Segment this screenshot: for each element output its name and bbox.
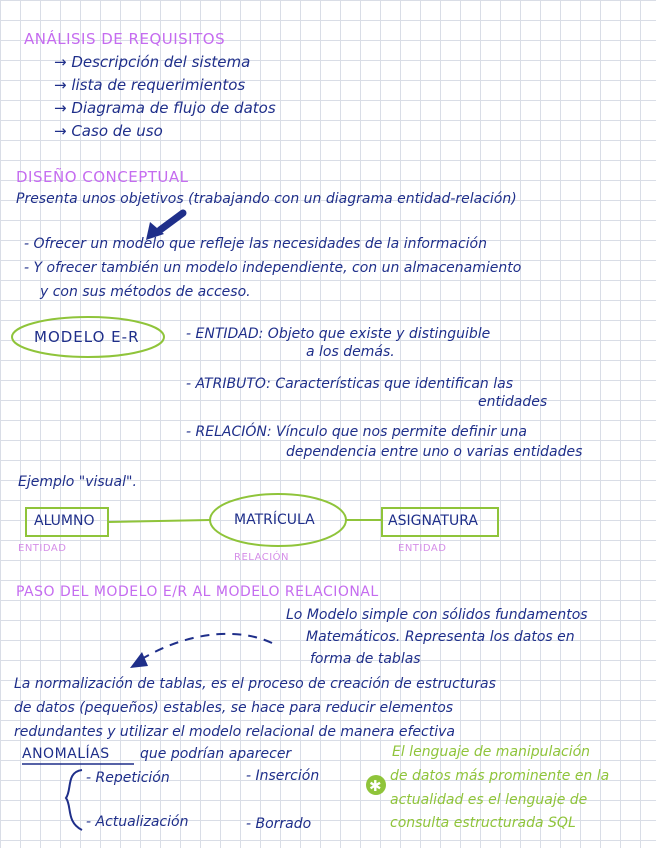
sql-note: de datos más prominente en la [390, 768, 610, 784]
matricula-label: MATRÍCULA [234, 512, 315, 528]
anomalia-insercion: - Inserción [246, 768, 320, 784]
anomalia-borrado: - Borrado [246, 816, 312, 832]
paso-note: Matemáticos. Representa los datos en [306, 629, 575, 645]
diseno-title: DISEÑO CONCEPTUAL [16, 168, 189, 186]
anomalias-rest: que podrían aparecer [140, 746, 292, 762]
anomalia-actualizacion: - Actualización [86, 814, 189, 830]
paso-note: forma de tablas [310, 651, 421, 667]
analisis-item: → Diagrama de flujo de datos [54, 99, 276, 117]
atributo-def-cont: entidades [478, 394, 548, 410]
star-glyph: ✱ [369, 777, 382, 795]
analisis-title: ANÁLISIS DE REQUISITOS [24, 30, 226, 48]
modelo-er-label: MODELO E-R [34, 328, 140, 346]
normalizacion-text: redundantes y utilizar el modelo relacional de manera efectiva [14, 724, 455, 740]
analisis-item: → lista de requerimientos [54, 76, 246, 94]
normalizacion-text: La normalización de tablas, es el proceso de creación de estructuras [14, 676, 496, 692]
entidad-caption: ENTIDAD [18, 543, 67, 554]
analisis-item: → Caso de uso [54, 122, 163, 140]
relacion-def-cont: dependencia entre uno o varias entidades [286, 444, 583, 460]
relacion-caption: RELACIÓN [234, 552, 290, 563]
entidad-def: - ENTIDAD: Objeto que existe y distinguible [186, 326, 491, 342]
paso-note: Lo Modelo simple con sólidos fundamentos [286, 607, 588, 623]
dashed-arrow [140, 634, 272, 660]
diseno-bullet: - Ofrecer un modelo que refleje las necesidades de la información [24, 236, 487, 252]
sql-note: El lenguaje de manipulación [392, 744, 591, 760]
relacion-def: - RELACIÓN: Vínculo que nos permite definir una [186, 424, 528, 440]
dashed-arrow-head [130, 652, 148, 668]
diseno-bullet: - Y ofrecer también un modelo independiente, con un almacenamiento [24, 260, 522, 276]
analisis-item: → Descripción del sistema [54, 53, 251, 71]
anomalia-repeticion: - Repetición [86, 770, 170, 786]
alumno-label: ALUMNO [34, 513, 95, 529]
atributo-def: - ATRIBUTO: Características que identifican las [186, 376, 514, 392]
curly-brace [66, 770, 82, 830]
pointer-arrow [160, 213, 183, 230]
diseno-intro: Presenta unos objetivos (trabajando con un diagrama entidad-relación) [16, 191, 517, 207]
asignatura-label: ASIGNATURA [388, 513, 478, 529]
entidad-def-cont: a los demás. [306, 344, 395, 360]
anomalias-label: ANOMALÍAS [22, 746, 110, 762]
paso-title: PASO DEL MODELO E/R AL MODELO RELACIONAL [16, 584, 379, 600]
entidad-caption: ENTIDAD [398, 543, 447, 554]
diseno-bullet: y con sus métodos de acceso. [40, 284, 251, 300]
sql-note: actualidad es el lenguaje de [390, 792, 588, 808]
sql-note: consulta estructurada SQL [390, 815, 576, 831]
connector-left [108, 520, 210, 522]
ejemplo-title: Ejemplo "visual". [18, 474, 137, 490]
normalizacion-text: de datos (pequeños) estables, se hace para reducir elementos [14, 700, 454, 716]
